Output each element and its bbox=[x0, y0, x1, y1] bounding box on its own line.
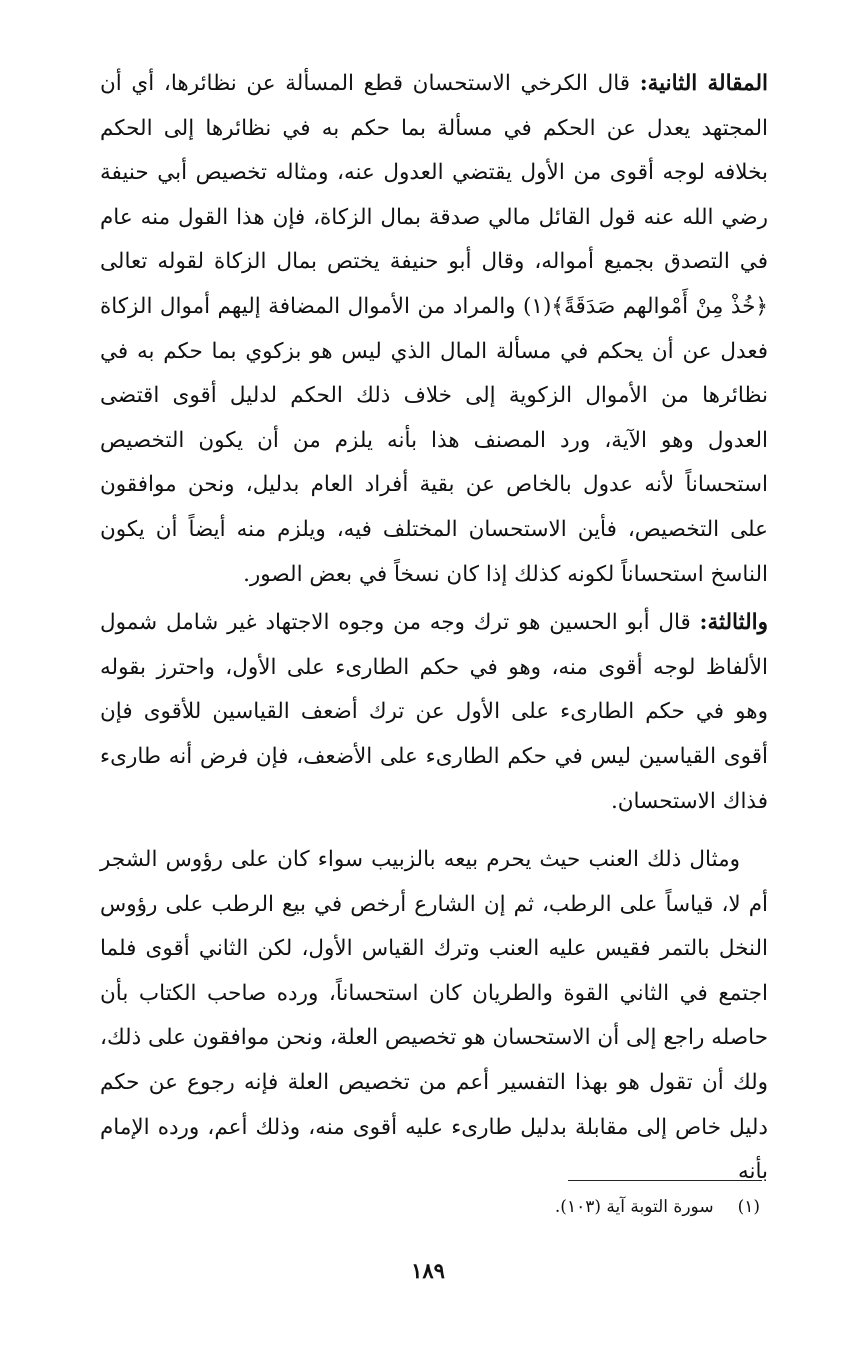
paragraph-third-statement bbox=[100, 601, 768, 824]
paragraph-text: ومثال ذلك العنب حيث يحرم بيعه بالزبيب سواء كان على رؤوس الشجر أم لا، قياساً على الرطب، ثم إن الشارع أرخص في بيع الرطب على رؤوس النخل بالتمر فقيس عليه العنب وترك القياس الأول، لكن الثاني أقوى فلما اجتمع في الثاني القوة والطريان كان استحساناً، ورده صاحب الكتاب بأن حاصله راجع إلى أن الاستحسان هو تخصيص العلة، ونحن موافقون على ذلك، ولك أن تقول هو بهذا التفسير أعم من تخصيص العلة فإنه رجوع عن حكم دليل خاص إلى مقابلة بدليل طارىء عليه أقوى منه، وذلك أعم، ورده الإمام بأنه bbox=[100, 847, 768, 1185]
paragraph-text: قال الكرخي الاستحسان قطع المسألة عن نظائرها، أي أن المجتهد يعدل عن الحكم في مسألة بما حكم به في نظائرها إلى الحكم بخلافه لوجه أقوى من الأول يقتضي العدول عنه، ومثاله تخصيص أبي حنيفة رضي الله عنه قول القائل مالي صدقة بمال الزكاة، فإن هذا القول منه عام في التصدق بجميع أمواله، وقال أبو حنيفة يختص بمال الزكاة لقوله تعالى ﴿خُذْ مِنْ أَمْوالهم صَدَقَةً﴾(١) والمراد من الأموال المضافة إليهم أموال الزكاة فعدل عن أن يحكم في مسألة المال الذي ليس هو بزكوي بما حكم به في نظائرها من الأموال الزكوية إلى خلاف ذلك الحكم لدليل أقوى اقتضى العدول وهو الآية، ورد المصنف هذا بأنه يلزم من أن يكون التخصيص استحساناً لأنه عدول بالخاص عن بقية أفراد العام بدليل، ونحن موافقون على التخصيص، فأين الاستحسان المختلف فيه، ويلزم منه أيضاً أن يكون الناسخ استحساناً لكونه كذلك إذا كان نسخاً في بعض الصور. bbox=[100, 71, 769, 587]
paragraph-text: قال أبو الحسين هو ترك وجه من وجوه الاجتهاد غير شامل شمول الألفاظ لوجه أقوى منه، وهو في حكم الطارىء على الأول، واحترز بقوله وهو في حكم الطارىء على الأول عن ترك أضعف القياسين للأقوى فإن أقوى القياسين ليس في حكم الطارىء على الأضعف، فإن فرض أنه طارىء فذاك الاستحسان. bbox=[100, 610, 768, 814]
footnote-separator bbox=[568, 1180, 762, 1181]
paragraph-second-statement bbox=[100, 62, 768, 597]
page-body bbox=[100, 62, 768, 1195]
paragraph-example bbox=[100, 838, 768, 1195]
footnote-number: (١) bbox=[737, 1197, 760, 1217]
paragraph-lead: المقالة الثانية: bbox=[639, 71, 768, 96]
footnote-text: سورة التوبة آية (١٠٣). bbox=[554, 1197, 714, 1217]
paragraph-lead: والثالثة: bbox=[699, 610, 768, 636]
page-number: ١٨٩ bbox=[411, 1258, 445, 1283]
footnote bbox=[555, 1192, 760, 1222]
